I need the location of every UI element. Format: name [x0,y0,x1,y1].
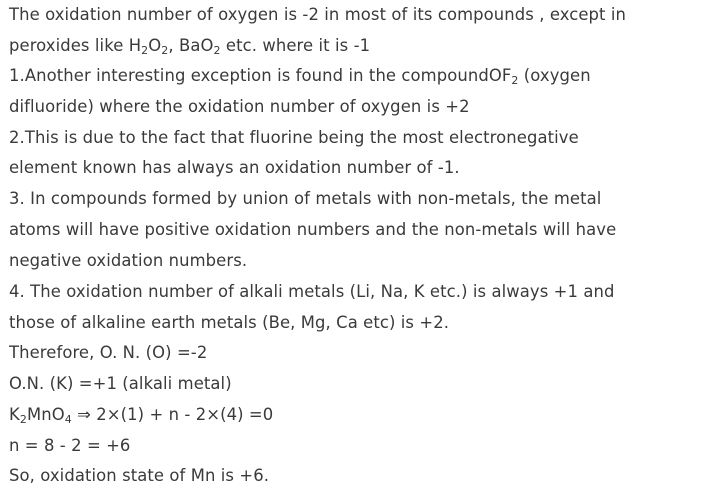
text-run: ⇒ 2×(1) + n - 2×(4) =0 [71,405,274,424]
subscript: 2 [213,44,221,57]
text-run: O [148,36,162,55]
text-line [9,128,579,148]
text-line [9,466,269,486]
text-line [9,66,591,86]
text-run: So, oxidation state of Mn is +6. [9,466,270,485]
text-line [9,313,449,333]
text-run: MnO [26,405,65,424]
text-run: 3. In compounds formed by union of metals with non-metals, the metal [9,189,602,208]
text-run: negative oxidation numbers. [9,251,248,270]
text-run: those of alkaline earth metals (Be, Mg, Ca etc) is +2. [9,313,450,332]
text-line [9,405,273,425]
text-run: element known has always an oxidation number of -1. [9,158,460,177]
text-line [9,5,626,25]
text-run: etc. where it is -1 [220,36,371,55]
text-run: O.N. (K) =+1 (alkali metal) [9,374,232,393]
text-line [9,158,460,178]
text-line [9,343,207,363]
subscript: 4 [64,413,72,426]
text-run: difluoride) where the oxidation number of oxygen is +2 [9,97,470,116]
text-run: (oxygen [518,66,591,85]
text-line [9,374,232,394]
text-line [9,36,370,56]
text-run: The oxidation number of oxygen is -2 in most of its compounds , except in [9,5,627,24]
text-run: 2.This is due to the fact that fluorine being the most electronegative [9,128,579,147]
subscript: 2 [141,44,149,57]
text-run: peroxides like H [9,36,142,55]
text-run: K [9,405,20,424]
text-run: 4. The oxidation number of alkali metals (Li, Na, K etc.) is always +1 and [9,282,615,301]
text-line [9,282,614,302]
text-line [9,189,601,209]
subscript: 2 [19,413,27,426]
text-run: atoms will have positive oxidation numbers and the non-metals will have [9,220,617,239]
text-line [9,251,247,271]
text-run: , BaO [168,36,214,55]
subscript: 2 [161,44,169,57]
subscript: 2 [511,74,519,87]
text-run: n = 8 - 2 = +6 [9,436,131,455]
text-line [9,436,130,456]
text-run: Therefore, O. N. (O) =-2 [9,343,208,362]
text-line [9,97,470,117]
text-line [9,220,616,240]
text-run: 1.Another interesting exception is found in the compoundOF [9,66,512,85]
